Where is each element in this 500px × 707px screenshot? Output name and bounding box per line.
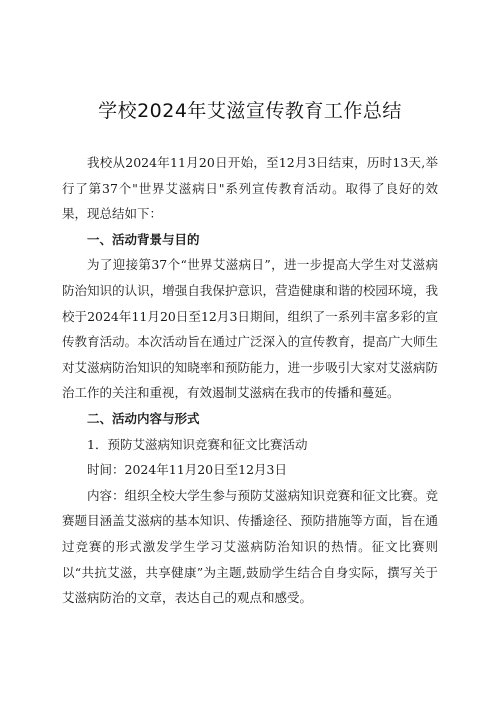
document-title: 学校2024年艾滋宣传教育工作总结 bbox=[98, 100, 402, 122]
background-paragraph: 为了迎接第37个“世界艾滋病日”，进一步提高大学生对艾滋病防治知识的认识，增强自我保护意识，营造健康和谐的校园环境，我校于2024年11月20日至12月3日期间，组织了一系列丰富多彩的宣传教育活动。本次活动旨在通过广泛深入的宣传教育，提高广大师生对艾滋病防治知识的知晓率和预防能力，进一步吸引大家对艾滋病防治工作的关注和重视，有效遏制艾滋病在我市的传播和蔓延。 bbox=[62, 257, 438, 401]
item-time: 时间：2024年11月20日至12月3日 bbox=[87, 462, 287, 478]
section-heading-background: 一、活动背景与目的 bbox=[87, 231, 200, 247]
item-content-paragraph: 内容：组织全校大学生参与预防艾滋病知识竞赛和征文比赛。竞赛题目涵盖艾滋病的基本知识、传播途径、预防措施等方面，旨在通过竞赛的形式激发学生学习艾滋病防治知识的热情。征文比赛则以“共抗艾滋，共享健康”为主题,鼓励学生结合自身实际，撰写关于艾滋病防治的文章，表达自己的观点和感受。 bbox=[62, 487, 438, 606]
intro-paragraph: 我校从2024年11月20日开始，至12月3日结束，历时13天,举行了第37个"世界艾滋病日"系列宣传教育活动。取得了良好的效果，现总结如下： bbox=[62, 155, 438, 222]
document-body bbox=[62, 150, 438, 611]
item-title-competition: 1．预防艾滋病知识竞赛和征文比赛活动 bbox=[87, 436, 308, 452]
section-heading-content: 二、活动内容与形式 bbox=[87, 410, 200, 426]
